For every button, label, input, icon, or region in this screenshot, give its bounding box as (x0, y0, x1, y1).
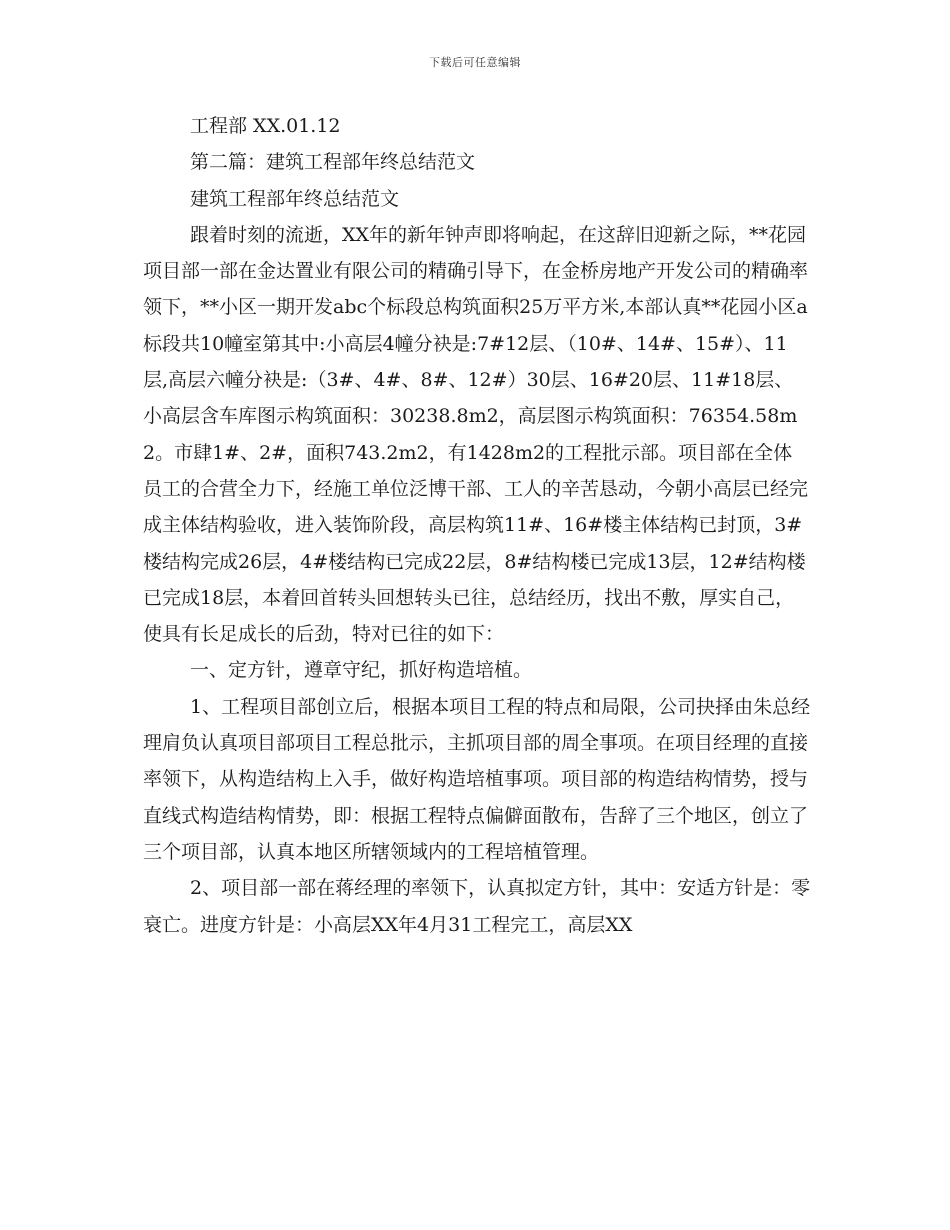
section-heading: 第二篇：建筑工程部年终总结范文 (190, 151, 476, 174)
body-paragraph: 1、工程项目部创立后，根据本项目工程的特点和局限，公司抉择由朱总经理肩负认真项目部项目工程总批示，主抓项目部的周全事项。在项目经理的直接率领下，从构造结构上入手，做好构造培植事项。项目部的构造结构情势，授与直线式构造结构情势，即：根据工程特点偏僻面散布，告辞了三个地区，创立了三个项目部，认真本地区所辖领域内的工程培植管理。 (143, 695, 811, 863)
body-paragraph: 跟着时刻的流逝，XX年的新年钟声即将响起，在这辞旧迎新之际，**花园项目部一部在金达置业有限公司的精确引导下，在金桥房地产开发公司的精确率领下，**小区一期开发abc个标段总构筑面积25万平方米,本部认真**花园小区a标段共10幢室第其中:小高层4幢分袂是:7#12层、（10#、14#、15#）、11层,高层六幢分袂是:（3#、4#、8#、12#）30层、16#20层、11#18层、小高层含车库图示构筑面积：30238.8m2，高层图示构筑面积：76354.58m2。市肆1#、2#，面积743.2m2，有1428m2的工程批示部。项目部在全体员工的合营全力下，经施工单位泛博干部、工人的辛苦恳动，今朝小高层已经完成主体结构验收，进入装饰阶段，高层构筑11#、16#楼主体结构已封顶，3#楼结构完成26层，4#楼结构已完成22层，8#结构楼已完成13层，12#结构楼已完成18层，本着回首转头回想转头已往，总结经历，找出不敷，厚实自己，使具有长足成长的后劲，特对已往的如下： (143, 223, 809, 646)
subsection-heading: 一、定方针，遵章守纪，抓好构造培植。 (190, 659, 533, 682)
page-header: 下载后可任意编辑 (429, 56, 521, 69)
signature-line: 工程部 XX.01.12 (190, 115, 341, 137)
document-title: 建筑工程部年终总结范文 (190, 187, 400, 210)
body-paragraph: 2、项目部一部在蒋经理的率领下，认真拟定方针，其中：安适方针是：零衰亡。进度方针是：小高层XX年4月31工程完工，高层XX (143, 877, 811, 936)
document-body (143, 108, 811, 943)
